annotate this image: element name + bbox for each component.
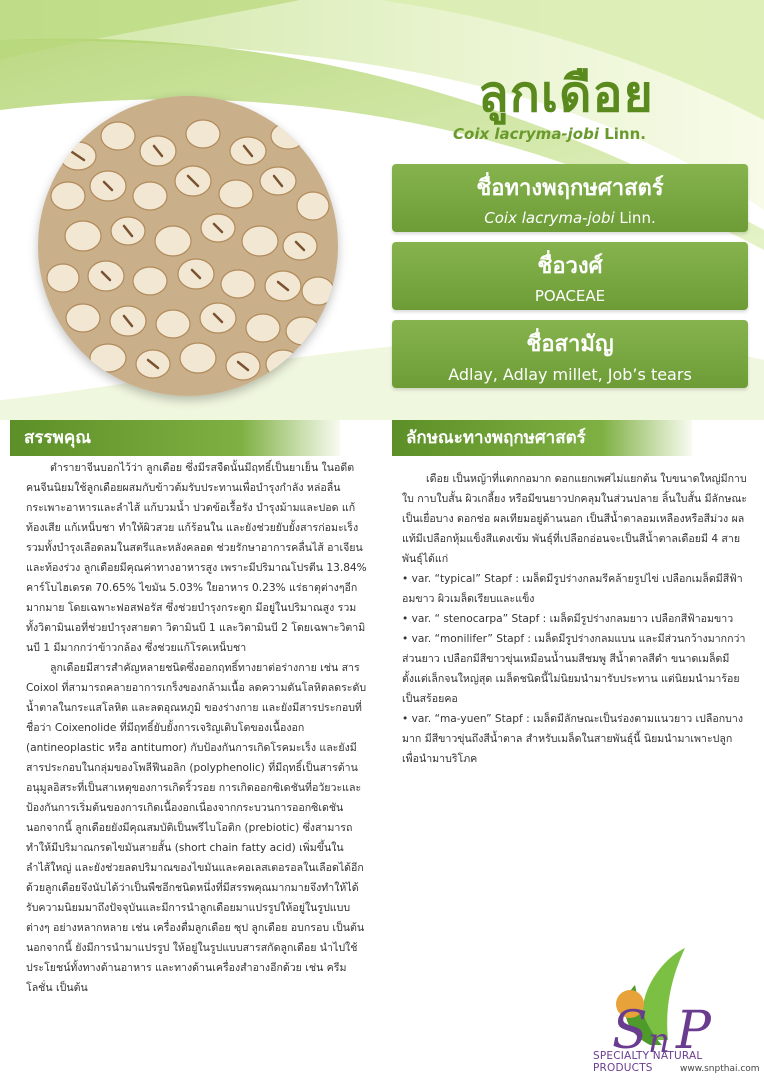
seeds-illustration [38,96,338,396]
benefits-paragraph: ลูกเดือยมีสารสำคัญหลายชนิดซึ่งออกฤทธิ์ทางยาต่อร่างกาย เช่น สาร Coixol ที่สามารถคลายอาการเกร็งของกล้ามเนื้อ ลดความดันโลหิตลดระดับน้ำตาลในกระแสโลหิต และลดอุณหภูมิ ของร่างกาย และยังมีสารประกอบที่ชื่อว่า Coixenolide ที่มีฤทธิ์ยับยั้งการเจริญเติบโตของเนื้องอก (antineoplastic หรือ antitumor) กับป้องกันการเกิดโรคมะเร็ง และยังมีสารประกอบในกลุ่มของโพลีฟีนอลิก (polyphenolic) ที่มีฤทธิ์เป็นสารต้านอนุมูลอิสระที่เป็นสาเหตุของการเกิดริ้วรอย การเกิดออกซิเดชันที่อวัยวะและป้องกันการเริ่มต้นของการเกิดเนื้องอกเนื่องจากกระบวนการออกซิเดชัน นอกจากนี้ ลูกเดือยยังมีคุณสมบัติเป็นพรีไบโอติก (prebiotic) ซึ่งสามารถทำให้มีปริมาณกรดไขมันสายสั้น (short chain fatty acid) เพิ่มขึ้นในลำไส้ใหญ่ และยังช่วยลดปริมาณของไขมันและคอเลสเตอรอลในเลือดได้อีกด้วยลูกเดือยจึงนับได้ว่าเป็นพืชอีกชนิดหนึ่งที่มีสรรพคุณมากมายจึงทำให้ได้รับความนิยมมาถึงปัจจุบันและมีการนำลูกเดือยมาแปรรูปให้อยู่ในรูปแบบต่างๆ อย่างหลากหลาย เช่น เครื่องดื่มลูกเดือย ซุป ลูกเดือย อบกรอบ เป็นต้น นอกจากนี้ ยังมีการนำมาแปรรูป ให้อยู่ในรูปแบบสารสกัดลูกเดือย นำไปใช้ประโยชน์ทั้งทางด้านอาหาร และทางด้านเครื่องสำอางอีกด้วย เช่น ครีม โลชั่น เป็นต้น [26,662,367,994]
variety-item: • var. “monilifer” Stapf : เมล็ดมีรูปร่างกลมแบน และมีส่วนกว้างมากกว่าส่วนยาว เปลือกมีสีขาวขุ่นเหมือนน้ำนมสีชมพู สีน้ำตาลสีดำ ขนาดเมล็ดมีตั้งแต่เล็กจนใหญ่สุด เมล็ดชนิดนี้ไม่นิยมนำมารับประทาน แต่นิยมนำมาร้อยเป็นสร้อยคอ [402,633,746,705]
botany-text [402,469,748,769]
common-name-value: Adlay, Adlay millet, Job’s tears [448,365,692,384]
botanical-name-box [392,164,748,232]
botany-intro: เดือย เป็นหญ้าที่แตกกอมาก ดอกแยกเพศไม่แยกต้น ใบขนาดใหญ่มีกาบใบ กาบใบสั้น ผิวเกลี้ยง หรือมีขนยาวปกคลุมในส่วนปลาย ลิ้นใบสั้น มีลักษณะเป็นเยื่อบาง ดอกช่อ ผลเทียมอยู่ด้านนอก เป็นสีน้ำตาลอมเหลืองหรือสีม่วง ผลแท้มีเปลือกหุ้มแข็งสีแดงเข้ม พันธุ์ที่เปลือกอ่อนจะเป็นสีน้ำตาลเดือยมี 4 สายพันธุ์ได้แก่ [402,473,747,565]
logo-letters: n [648,1021,670,1061]
family-name-heading: ชื่อวงศ์ [537,254,603,279]
company-url: www.snpthai.com [680,1064,760,1074]
benefits-paragraph: ตำรายาจีนบอกไว้ว่า ลูกเดือย ซึ่งมีรสจืดนั้นมีฤทธิ์เป็นยาเย็น ในอดีตคนจีนนิยมใช้ลูกเดือยผสมกับข้าวต้มรับประทานเพื่อบำรุงกำลัง หล่อลื่นกระเพาะอาหารและลำไส้ แก้บวมน้ำ ปวดข้อเรื้อรัง บำรุงม้ามและปอด แก้ท้องเสีย แก้เหน็บชา ทำให้ผิวสวย แก้ร้อนใน และยังช่วยยับยั้งสารก่อมะเร็ง รวมทั้งบำรุงเลือดลมในสตรีและหลังคลอด ช่วยรักษาอาการคลื่นไส้ อาเจียนและท้องร่วง ลูกเดือยมีคุณค่าทางอาหารสูง เพราะมีปริมาณโปรตีน 13.84% คาร์โบไฮเดรต 70.65% ไขมัน 5.03% ใยอาหาร 0.23% แร่ธาตุต่างๆอีกมากมาย โดยเฉพาะฟอสฟอรัส ซึ่งช่วยบำรุงกระดูก มีอยู่ในปริมาณสูง รวมทั้งวิตามินเอที่ช่วยบำรุงสายตา วิตามินบี 1 และวิตามินบี 2 โดยเฉพาะวิตามินบี 1 มีมากกว่าข้าวกล้อง ซึ่งช่วยแก้โรคเหน็บชา [26,462,367,654]
benefits-heading: สรรพคุณ [10,420,340,456]
company-name: SPECIALTY NATURAL PRODUCTS [593,1050,703,1074]
family-name-value: POACEAE [534,287,606,305]
variety-item: • var. “ma-yuen” Stapf : เมล็ดมีลักษณะเป็นร่องตามแนวยาว เปลือกบางมาก มีสีขาวขุ่นถึงสีน้ำตาล สำหรับเมล็ดในสายพันธุ์นี้ นิยมนำมาเพาะปลูกเพื่อนำมาบริโภค [402,713,743,765]
scientific-name: Coix lacryma-jobi Linn. [453,125,646,143]
logo-letters: P [676,1001,711,1061]
adlay-seeds-photo [38,96,338,396]
common-name-heading: ชื่อสามัญ [526,332,614,357]
variety-item: • var. “typical” Stapf : เมล็ดมีรูปร่างกลมรีคล้ายรูปไข่ เปลือกเมล็ดมีสีฟ้าอมขาว ผิวเมล็ดเรียบและแข็ง [402,573,743,605]
logo-letters: S [612,1001,648,1061]
benefits-text [26,458,368,998]
botanical-name-value: Coix lacryma-jobi Linn. [484,209,656,227]
botanical-name-heading: ชื่อทางพฤกษศาสตร์ [476,176,664,201]
common-name-box [392,320,748,388]
botany-heading: ลักษณะทางพฤกษศาสตร์ [392,420,692,456]
page-title: ลูกเดือย [478,65,654,123]
family-name-box [392,242,748,310]
variety-item: • var. “ stenocarpa” Stapf : เมล็ดมีรูปร่างกลมยาว เปลือกสีฟ้าอมขาว [402,613,734,625]
